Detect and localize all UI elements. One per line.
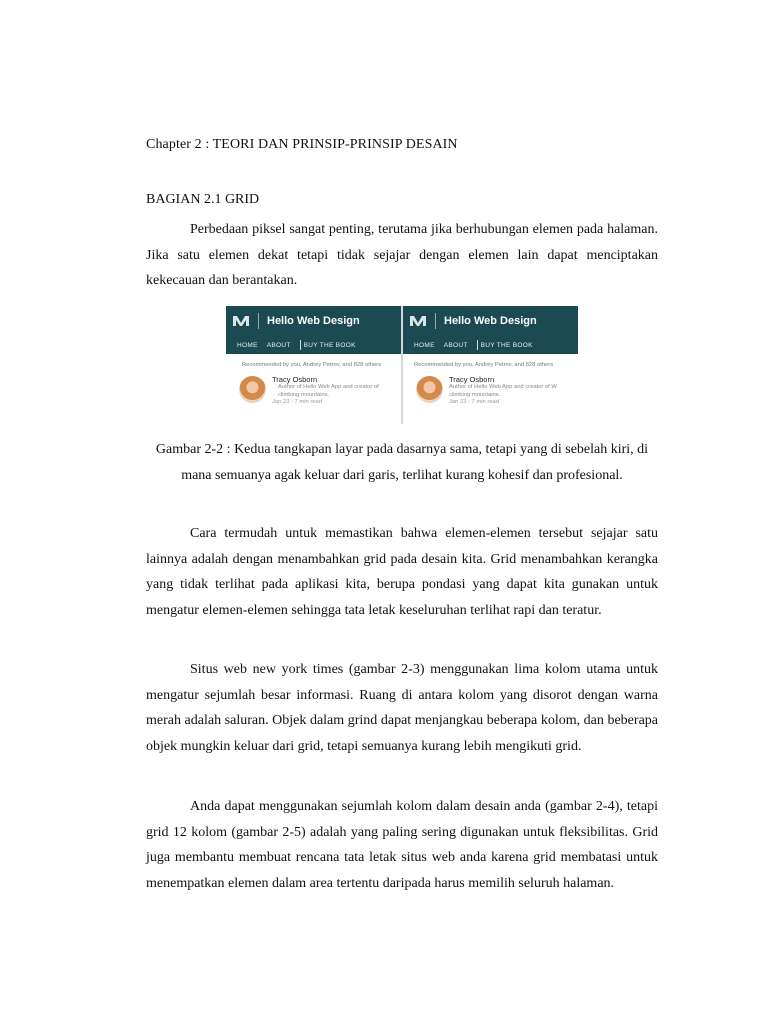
- nav-bar: [403, 336, 578, 354]
- nav-bar: [226, 336, 401, 354]
- figure-screenshots: [226, 306, 578, 424]
- brand-title: Hello Web Design: [267, 315, 360, 327]
- recommended-text: Recommended by you, Andrey Petrov, and 828 others: [414, 362, 554, 368]
- author-bio-1: Author of Hello Web App and creator of W: [449, 384, 557, 390]
- nav-buy-book: BUY THE BOOK: [303, 341, 356, 349]
- screenshot-right: [403, 306, 578, 424]
- medium-logo-icon: [232, 314, 250, 328]
- section-title: BAGIAN 2.1 GRID: [146, 192, 260, 207]
- recommended-text: Recommended by you, Andrey Petrov, and 828 others: [242, 362, 382, 368]
- nav-about: ABOUT: [266, 341, 291, 349]
- nav-divider: [300, 340, 301, 350]
- chapter-title: Chapter 2 : TEORI DAN PRINSIP-PRINSIP DESAIN: [146, 137, 458, 152]
- header-bar: [226, 306, 401, 336]
- author-bio-1: Author of Hello Web App and creator of: [278, 384, 379, 390]
- nav-about: ABOUT: [443, 341, 468, 349]
- nav-buy-book: BUY THE BOOK: [480, 341, 533, 349]
- paragraph-1: Perbedaan piksel sangat penting, terutama jika berhubungan elemen pada halaman. Jika satu elemen dekat tetapi tidak sejajar dengan elemen lain dapat menciptakan kekecauan dan berantakan.: [146, 222, 658, 288]
- paragraph-3: Situs web new york times (gambar 2-3) menggunakan lima kolom utama untuk mengatur sejumlah besar informasi. Ruang di antara kolom yang disorot dengan warna merah adalah saluran. Objek dalam grind dapat menjangkau beberapa kolom, dan beberapa objek mungkin keluar dari grid, tetapi semuanya kurang lebih mengikuti grid.: [146, 662, 658, 754]
- post-date: Jan 23 · 7 min read: [272, 399, 322, 405]
- screenshot-left: [226, 306, 401, 424]
- author-block: [239, 374, 401, 405]
- avatar: [239, 376, 266, 403]
- author-block: [416, 374, 578, 405]
- nav-home: HOME: [237, 341, 258, 349]
- author-name: Tracy Osborn: [272, 375, 318, 384]
- header-separator: [258, 313, 259, 329]
- avatar: [416, 376, 443, 403]
- paragraph-4: Anda dapat menggunakan sejumlah kolom dalam desain anda (gambar 2-4), tetapi grid 12 kolom (gambar 2-5) adalah yang paling sering digunakan untuk fleksibilitas. Grid juga membantu membuat rencana tata letak situs web anda karena grid membatasi untuk menempatkan elemen dalam area tertentu daripada harus memilih seluruh halaman.: [146, 799, 658, 891]
- author-bio-2: climbing mountains.: [278, 391, 330, 398]
- header-separator: [435, 313, 436, 329]
- medium-logo-icon: [409, 314, 427, 328]
- author-bio-2: climbing mountains.: [449, 391, 501, 398]
- post-date: Jan 23 · 7 min read: [449, 399, 499, 405]
- author-name: Tracy Osborn: [449, 375, 495, 384]
- paragraph-2: Cara termudah untuk memastikan bahwa elemen-elemen tersebut sejajar satu lainnya adalah dengan menambahkan grid pada desain kita. Grid menambahkan kerangka yang tidak terlihat pada aplikasi kita, berupa pondasi yang dapat kita gunakan untuk mengatur elemen-elemen sehingga tata letak keseluruhan terlihat rapi dan teratur.: [146, 526, 658, 618]
- nav-divider: [477, 340, 478, 350]
- nav-home: HOME: [414, 341, 435, 349]
- figure-caption: Gambar 2-2 : Kedua tangkapan layar pada dasarnya sama, tetapi yang di sebelah kiri, di mana semuanya agak keluar dari garis, terlihat kurang kohesif dan profesional.: [155, 442, 649, 483]
- brand-title: Hello Web Design: [444, 315, 537, 327]
- header-bar: [403, 306, 578, 336]
